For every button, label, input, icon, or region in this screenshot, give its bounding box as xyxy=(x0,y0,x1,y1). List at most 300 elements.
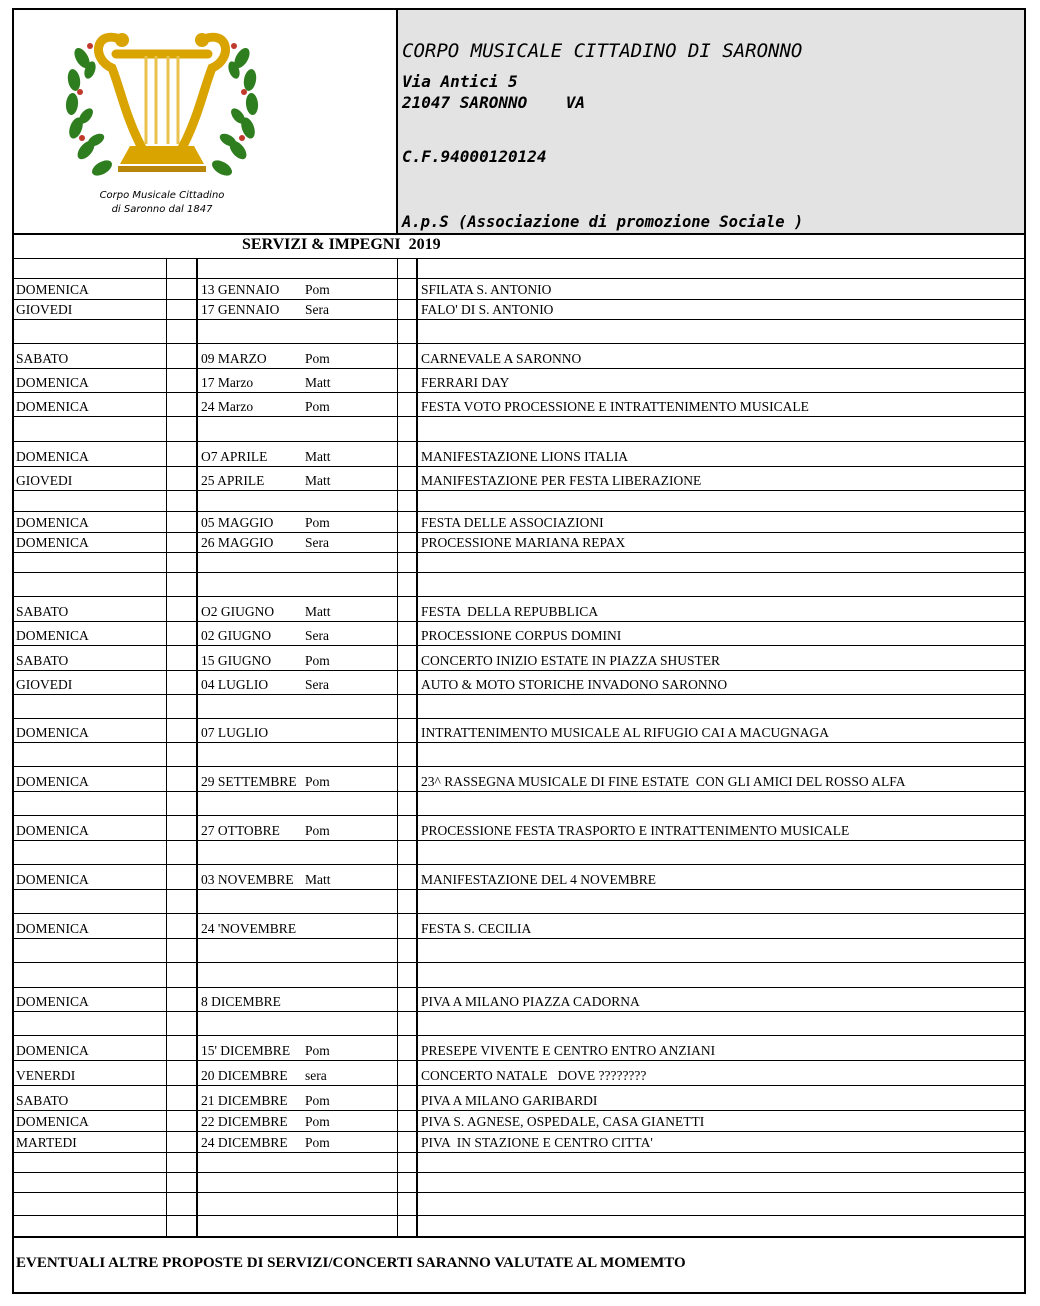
time-of-day: Matt xyxy=(305,604,331,619)
spacer-cell xyxy=(397,393,418,416)
table-row xyxy=(14,467,1024,491)
date-text: 13 GENNAIO xyxy=(201,282,280,297)
table-row xyxy=(14,1132,1024,1153)
day-cell xyxy=(16,320,166,343)
spacer-cell xyxy=(397,816,418,840)
table-row xyxy=(14,553,1024,573)
spacer-cell xyxy=(166,1216,198,1236)
event-cell: PIVA S. AGNESE, OSPEDALE, CASA GIANETTI xyxy=(421,1114,705,1129)
date-cell xyxy=(200,467,397,490)
date-text: 07 LUGLIO xyxy=(201,725,269,740)
spacer-cell xyxy=(397,939,418,962)
spacer-cell xyxy=(166,1061,198,1085)
spacer-cell xyxy=(397,300,418,319)
day-cell xyxy=(16,259,166,278)
table-row xyxy=(14,1216,1024,1238)
event-cell xyxy=(420,792,1024,815)
table-row xyxy=(14,320,1024,344)
event-cell xyxy=(420,573,1024,596)
spacer-cell xyxy=(166,344,198,368)
spacer-cell xyxy=(166,988,198,1011)
date-cell xyxy=(200,914,397,938)
table-row xyxy=(14,841,1024,865)
time-of-day: Matt xyxy=(305,449,331,464)
date-text: O2 GIUGNO xyxy=(201,604,275,619)
spacer-cell xyxy=(397,1111,418,1131)
logo-caption-line2: di Saronno dal 1847 xyxy=(111,204,213,215)
date-cell xyxy=(200,512,397,532)
event-cell: CARNEVALE A SARONNO xyxy=(421,351,582,366)
table-row xyxy=(14,743,1024,767)
spacer-cell xyxy=(166,622,198,645)
spacer-cell xyxy=(166,841,198,864)
date-cell xyxy=(200,1132,397,1152)
day-cell xyxy=(16,890,166,913)
event-cell xyxy=(420,1216,1024,1236)
schedule-table xyxy=(14,259,1024,1249)
date-text: O7 APRILE xyxy=(201,449,268,464)
logo-cell xyxy=(14,10,398,233)
date-cell xyxy=(200,1193,397,1215)
event-cell: PRESEPE VIVENTE E CENTRO ENTRO ANZIANI xyxy=(421,1043,716,1058)
spacer-cell xyxy=(397,1132,418,1152)
time-of-day: Pom xyxy=(305,774,330,789)
spacer-cell xyxy=(397,1173,418,1192)
spacer-cell xyxy=(166,597,198,621)
day-cell xyxy=(16,743,166,766)
day-cell xyxy=(16,553,166,572)
time-of-day: Pom xyxy=(305,399,330,414)
spacer-cell xyxy=(166,393,198,416)
day-cell xyxy=(16,573,166,596)
spacer-cell xyxy=(166,1193,198,1215)
event-cell xyxy=(420,1153,1024,1172)
event-cell: PROCESSIONE CORPUS DOMINI xyxy=(421,628,622,643)
table-row xyxy=(14,1036,1024,1061)
date-text: 09 MARZO xyxy=(201,351,267,366)
spacer-cell xyxy=(397,1061,418,1085)
table-row xyxy=(14,300,1024,320)
date-cell xyxy=(200,393,397,416)
day-cell: DOMENICA xyxy=(16,628,89,643)
table-row xyxy=(14,671,1024,695)
date-text: 24 DICEMBRE xyxy=(201,1135,288,1150)
event-cell xyxy=(420,841,1024,864)
logo-caption-line1: Corpo Musicale Cittadino xyxy=(99,190,225,201)
spacer-cell xyxy=(397,792,418,815)
time-of-day: Pom xyxy=(305,515,330,530)
event-cell xyxy=(420,1173,1024,1192)
spacer-cell xyxy=(166,1086,198,1110)
time-of-day: sera xyxy=(305,1068,327,1083)
spacer-cell xyxy=(166,467,198,490)
time-of-day: Pom xyxy=(305,1093,330,1108)
event-cell: SFILATA S. ANTONIO xyxy=(421,282,552,297)
spacer-cell xyxy=(166,573,198,596)
time-of-day: Pom xyxy=(305,1135,330,1150)
time-of-day: Pom xyxy=(305,823,330,838)
spacer-cell xyxy=(166,442,198,466)
date-cell xyxy=(200,988,397,1011)
date-text: 03 NOVEMBRE xyxy=(201,872,294,887)
title-row xyxy=(14,235,1024,259)
spacer-cell xyxy=(397,963,418,987)
table-row xyxy=(14,865,1024,890)
spacer-cell xyxy=(166,646,198,670)
event-cell: PIVA IN STAZIONE E CENTRO CITTA' xyxy=(421,1135,653,1150)
event-cell xyxy=(420,963,1024,987)
table-row xyxy=(14,491,1024,512)
spacer-cell xyxy=(397,622,418,645)
event-cell xyxy=(420,1193,1024,1215)
table-row xyxy=(14,533,1024,553)
spacer-cell xyxy=(397,259,418,278)
spacer-cell xyxy=(397,417,418,441)
date-cell xyxy=(200,743,397,766)
event-cell: PROCESSIONE FESTA TRASPORTO E INTRATTENIMENTO MUSICALE xyxy=(421,823,850,838)
day-cell: GIOVEDI xyxy=(16,302,73,317)
event-cell: FERRARI DAY xyxy=(421,375,510,390)
footer-note: EVENTUALI ALTRE PROPOSTE DI SERVIZI/CONCERTI SARANNO VALUTATE AL MOMEMTO xyxy=(16,1255,686,1271)
event-cell: FESTA VOTO PROCESSIONE E INTRATTENIMENTO MUSICALE xyxy=(421,399,809,414)
time-of-day: Pom xyxy=(305,1043,330,1058)
table-row xyxy=(14,939,1024,963)
date-text: 8 DICEMBRE xyxy=(201,994,281,1009)
table-row xyxy=(14,1086,1024,1111)
table-row xyxy=(14,1153,1024,1173)
table-row xyxy=(14,695,1024,719)
date-cell xyxy=(200,1036,397,1060)
spacer-cell xyxy=(397,491,418,511)
association-name: CORPO MUSICALE CITTADINO DI SARONNO xyxy=(402,40,803,62)
event-cell xyxy=(420,939,1024,962)
spacer-cell xyxy=(166,491,198,511)
time-of-day: Pom xyxy=(305,1114,330,1129)
date-cell xyxy=(200,300,397,319)
date-cell xyxy=(200,1086,397,1110)
spacer-cell xyxy=(397,512,418,532)
date-cell xyxy=(200,573,397,596)
spacer-cell xyxy=(166,300,198,319)
spacer-cell xyxy=(397,369,418,392)
event-cell: PROCESSIONE MARIANA REPAX xyxy=(421,535,626,550)
day-cell xyxy=(16,1173,166,1192)
event-cell: MANIFESTAZIONE LIONS ITALIA xyxy=(421,449,629,464)
date-cell xyxy=(200,816,397,840)
event-cell xyxy=(420,259,1024,278)
event-cell xyxy=(420,695,1024,718)
day-cell xyxy=(16,939,166,962)
event-cell: FESTA S. CECILIA xyxy=(421,921,532,936)
event-cell: INTRATTENIMENTO MUSICALE AL RIFUGIO CAI A MACUGNAGA xyxy=(421,725,829,740)
address-line2: 21047 SARONNO VA xyxy=(402,93,586,112)
event-cell: MANIFESTAZIONE PER FESTA LIBERAZIONE xyxy=(421,473,702,488)
day-cell xyxy=(16,1012,166,1035)
table-row xyxy=(14,512,1024,533)
day-cell: DOMENICA xyxy=(16,375,89,390)
schedule-sheet xyxy=(12,8,1026,1294)
spacer-cell xyxy=(397,865,418,889)
date-cell xyxy=(200,1012,397,1035)
date-cell xyxy=(200,646,397,670)
spacer-cell xyxy=(166,1173,198,1192)
day-cell: DOMENICA xyxy=(16,535,89,550)
band-logo xyxy=(60,18,264,224)
table-row xyxy=(14,816,1024,841)
date-cell xyxy=(200,1061,397,1085)
event-cell: PIVA A MILANO PIAZZA CADORNA xyxy=(421,994,640,1009)
spacer-cell xyxy=(397,841,418,864)
table-row xyxy=(14,646,1024,671)
lyre-icon xyxy=(60,18,264,188)
spacer-cell xyxy=(397,1036,418,1060)
day-cell: GIOVEDI xyxy=(16,677,73,692)
spacer-cell xyxy=(166,369,198,392)
event-cell: AUTO & MOTO STORICHE INVADONO SARONNO xyxy=(421,677,728,692)
date-cell xyxy=(200,533,397,552)
day-cell: DOMENICA xyxy=(16,399,89,414)
spacer-cell xyxy=(397,1012,418,1035)
date-cell xyxy=(200,279,397,299)
day-cell: MARTEDI xyxy=(16,1135,77,1150)
spacer-cell xyxy=(166,914,198,938)
date-text: 05 MAGGIO xyxy=(201,515,274,530)
date-text: 22 DICEMBRE xyxy=(201,1114,288,1129)
day-cell: DOMENICA xyxy=(16,921,89,936)
date-text: 24 Marzo xyxy=(201,399,254,414)
event-cell: FESTA DELLE ASSOCIAZIONI xyxy=(421,515,604,530)
spacer-cell xyxy=(166,816,198,840)
event-cell xyxy=(420,553,1024,572)
time-of-day: Pom xyxy=(305,282,330,297)
table-row xyxy=(14,393,1024,417)
spacer-cell xyxy=(166,320,198,343)
date-cell xyxy=(200,792,397,815)
date-cell xyxy=(200,1153,397,1172)
day-cell: DOMENICA xyxy=(16,872,89,887)
event-cell: FESTA DELLA REPUBBLICA xyxy=(421,604,599,619)
event-cell xyxy=(420,320,1024,343)
spacer-cell xyxy=(166,1132,198,1152)
table-row xyxy=(14,1173,1024,1193)
spacer-cell xyxy=(397,344,418,368)
spacer-cell xyxy=(397,279,418,299)
date-cell xyxy=(200,491,397,511)
spacer-cell xyxy=(166,743,198,766)
date-text: 02 GIUGNO xyxy=(201,628,272,643)
day-cell: SABATO xyxy=(16,351,69,366)
page-title: SERVIZI & IMPEGNI 2019 xyxy=(242,236,441,253)
day-cell: DOMENICA xyxy=(16,515,89,530)
time-of-day: Matt xyxy=(305,375,331,390)
table-row xyxy=(14,890,1024,914)
date-cell xyxy=(200,622,397,645)
spacer-cell xyxy=(397,1216,418,1236)
event-cell xyxy=(420,1012,1024,1035)
date-cell xyxy=(200,417,397,441)
time-of-day: Sera xyxy=(305,628,329,643)
table-row xyxy=(14,1012,1024,1036)
date-cell xyxy=(200,597,397,621)
date-cell xyxy=(200,939,397,962)
association-info xyxy=(398,10,1024,233)
day-cell: SABATO xyxy=(16,653,69,668)
spacer-cell xyxy=(397,1193,418,1215)
table-row xyxy=(14,442,1024,467)
day-cell xyxy=(16,417,166,441)
event-cell xyxy=(420,491,1024,511)
spacer-cell xyxy=(397,767,418,791)
legal-form: A.p.S (Associazione di promozione Sociale ) xyxy=(402,213,804,231)
spacer-cell xyxy=(166,512,198,532)
date-cell xyxy=(200,1173,397,1192)
spacer-cell xyxy=(397,573,418,596)
spacer-cell xyxy=(397,646,418,670)
date-text: 20 DICEMBRE xyxy=(201,1068,288,1083)
spacer-cell xyxy=(166,1036,198,1060)
date-cell xyxy=(200,259,397,278)
spacer-cell xyxy=(166,1111,198,1131)
date-cell xyxy=(200,695,397,718)
spacer-cell xyxy=(397,553,418,572)
spacer-cell xyxy=(166,417,198,441)
day-cell: DOMENICA xyxy=(16,1043,89,1058)
event-cell xyxy=(420,743,1024,766)
day-cell: SABATO xyxy=(16,604,69,619)
spacer-cell xyxy=(397,1086,418,1110)
spacer-cell xyxy=(397,320,418,343)
date-cell xyxy=(200,1216,397,1236)
date-text: 17 GENNAIO xyxy=(201,302,280,317)
day-cell: DOMENICA xyxy=(16,449,89,464)
spacer-cell xyxy=(166,963,198,987)
spacer-cell xyxy=(166,671,198,694)
table-row xyxy=(14,259,1024,279)
table-row xyxy=(14,767,1024,792)
date-cell xyxy=(200,890,397,913)
event-cell: MANIFESTAZIONE DEL 4 NOVEMBRE xyxy=(421,872,657,887)
event-cell: PIVA A MILANO GARIBARDI xyxy=(421,1093,598,1108)
table-row xyxy=(14,963,1024,988)
date-cell xyxy=(200,963,397,987)
table-row xyxy=(14,1061,1024,1086)
spacer-cell xyxy=(397,671,418,694)
spacer-cell xyxy=(166,939,198,962)
date-cell xyxy=(200,320,397,343)
date-text: 15 GIUGNO xyxy=(201,653,272,668)
table-row xyxy=(14,369,1024,393)
date-text: 04 LUGLIO xyxy=(201,677,269,692)
event-cell: CONCERTO NATALE DOVE ???????? xyxy=(421,1068,647,1083)
spacer-cell xyxy=(397,988,418,1011)
date-text: 24 'NOVEMBRE xyxy=(201,921,297,936)
date-text: 25 APRILE xyxy=(201,473,265,488)
table-row xyxy=(14,344,1024,369)
day-cell xyxy=(16,1216,166,1236)
date-text: 26 MAGGIO xyxy=(201,535,274,550)
table-row xyxy=(14,719,1024,743)
table-row xyxy=(14,988,1024,1012)
event-cell: FALO' DI S. ANTONIO xyxy=(421,302,554,317)
day-cell: DOMENICA xyxy=(16,282,89,297)
address-line1: Via Antici 5 xyxy=(402,72,518,91)
time-of-day: Matt xyxy=(305,473,331,488)
date-cell xyxy=(200,369,397,392)
tax-code: C.F.94000120124 xyxy=(402,147,547,166)
footer-row xyxy=(14,1249,1024,1294)
spacer-cell xyxy=(397,1153,418,1172)
date-cell xyxy=(200,1111,397,1131)
table-row xyxy=(14,417,1024,442)
spacer-cell xyxy=(397,719,418,742)
day-cell: DOMENICA xyxy=(16,994,89,1009)
date-text: 21 DICEMBRE xyxy=(201,1093,288,1108)
date-cell xyxy=(200,865,397,889)
header xyxy=(14,10,1024,235)
day-cell xyxy=(16,695,166,718)
spacer-cell xyxy=(397,533,418,552)
date-text: 29 SETTEMBRE xyxy=(201,774,297,789)
day-cell xyxy=(16,841,166,864)
time-of-day: Pom xyxy=(305,351,330,366)
time-of-day: Sera xyxy=(305,302,329,317)
date-cell xyxy=(200,767,397,791)
table-row xyxy=(14,279,1024,300)
date-cell xyxy=(200,344,397,368)
date-text: 17 Marzo xyxy=(201,375,254,390)
time-of-day: Matt xyxy=(305,872,331,887)
date-cell xyxy=(200,553,397,572)
table-row xyxy=(14,792,1024,816)
day-cell xyxy=(16,1153,166,1172)
time-of-day: Sera xyxy=(305,535,329,550)
spacer-cell xyxy=(166,1153,198,1172)
day-cell: VENERDI xyxy=(16,1068,76,1083)
date-text: 27 OTTOBRE xyxy=(201,823,280,838)
spacer-cell xyxy=(166,719,198,742)
time-of-day: Sera xyxy=(305,677,329,692)
table-row xyxy=(14,1193,1024,1216)
table-row xyxy=(14,597,1024,622)
day-cell: GIOVEDI xyxy=(16,473,73,488)
spacer-cell xyxy=(166,1012,198,1035)
spacer-cell xyxy=(166,695,198,718)
spacer-cell xyxy=(166,553,198,572)
day-cell xyxy=(16,1193,166,1215)
day-cell: DOMENICA xyxy=(16,725,89,740)
spacer-cell xyxy=(397,890,418,913)
spacer-cell xyxy=(397,442,418,466)
date-text: 15' DICEMBRE xyxy=(201,1043,291,1058)
day-cell xyxy=(16,963,166,987)
table-row xyxy=(14,1111,1024,1132)
time-of-day: Pom xyxy=(305,653,330,668)
day-cell: DOMENICA xyxy=(16,1114,89,1129)
day-cell xyxy=(16,792,166,815)
spacer-cell xyxy=(397,914,418,938)
event-cell: CONCERTO INIZIO ESTATE IN PIAZZA SHUSTER xyxy=(421,653,720,668)
spacer-cell xyxy=(166,533,198,552)
day-cell xyxy=(16,491,166,511)
table-row xyxy=(14,914,1024,939)
spacer-cell xyxy=(166,767,198,791)
table-row xyxy=(14,622,1024,646)
spacer-cell xyxy=(166,792,198,815)
day-cell: DOMENICA xyxy=(16,774,89,789)
day-cell: SABATO xyxy=(16,1093,69,1108)
event-cell xyxy=(420,417,1024,441)
day-cell: DOMENICA xyxy=(16,823,89,838)
